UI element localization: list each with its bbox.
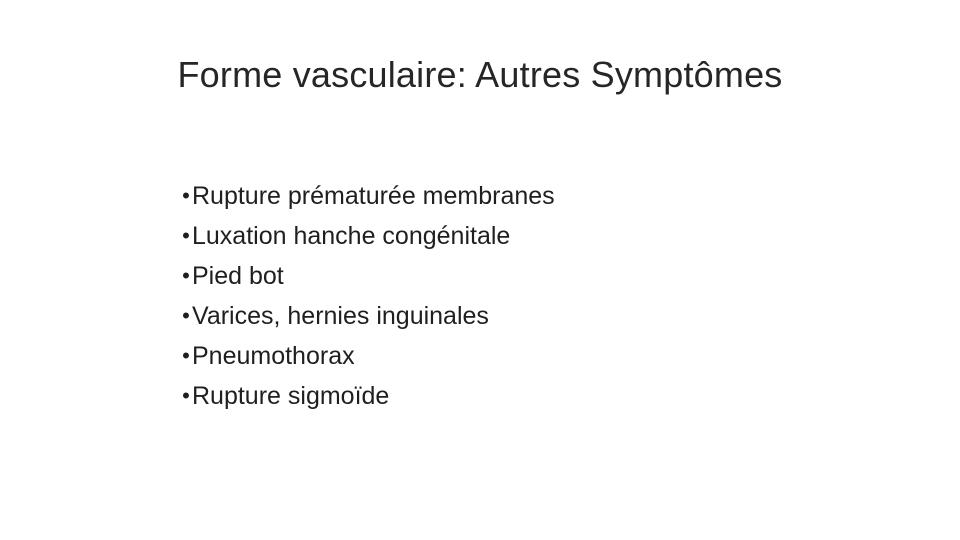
bullet-list xyxy=(180,176,555,416)
list-item-text: Rupture prématurée membranes xyxy=(192,182,555,210)
bullet-icon: • xyxy=(182,263,190,288)
list-item xyxy=(180,336,555,376)
list-item xyxy=(180,176,555,216)
list-item xyxy=(180,256,555,296)
bullet-icon: • xyxy=(182,183,190,208)
list-item-text: Pneumothorax xyxy=(192,342,355,370)
bullet-icon: • xyxy=(182,383,190,408)
bullet-icon: • xyxy=(182,303,190,328)
list-item xyxy=(180,296,555,336)
list-item-text: Varices, hernies inguinales xyxy=(192,302,489,330)
list-item-text: Pied bot xyxy=(192,262,284,290)
bullet-icon: • xyxy=(182,343,190,368)
list-item-text: Rupture sigmoïde xyxy=(192,382,390,410)
bullet-icon: • xyxy=(182,223,190,248)
list-item xyxy=(180,376,555,416)
list-item xyxy=(180,216,555,256)
slide-title: Forme vasculaire: Autres Symptômes xyxy=(177,54,783,95)
list-item-text: Luxation hanche congénitale xyxy=(192,222,511,250)
